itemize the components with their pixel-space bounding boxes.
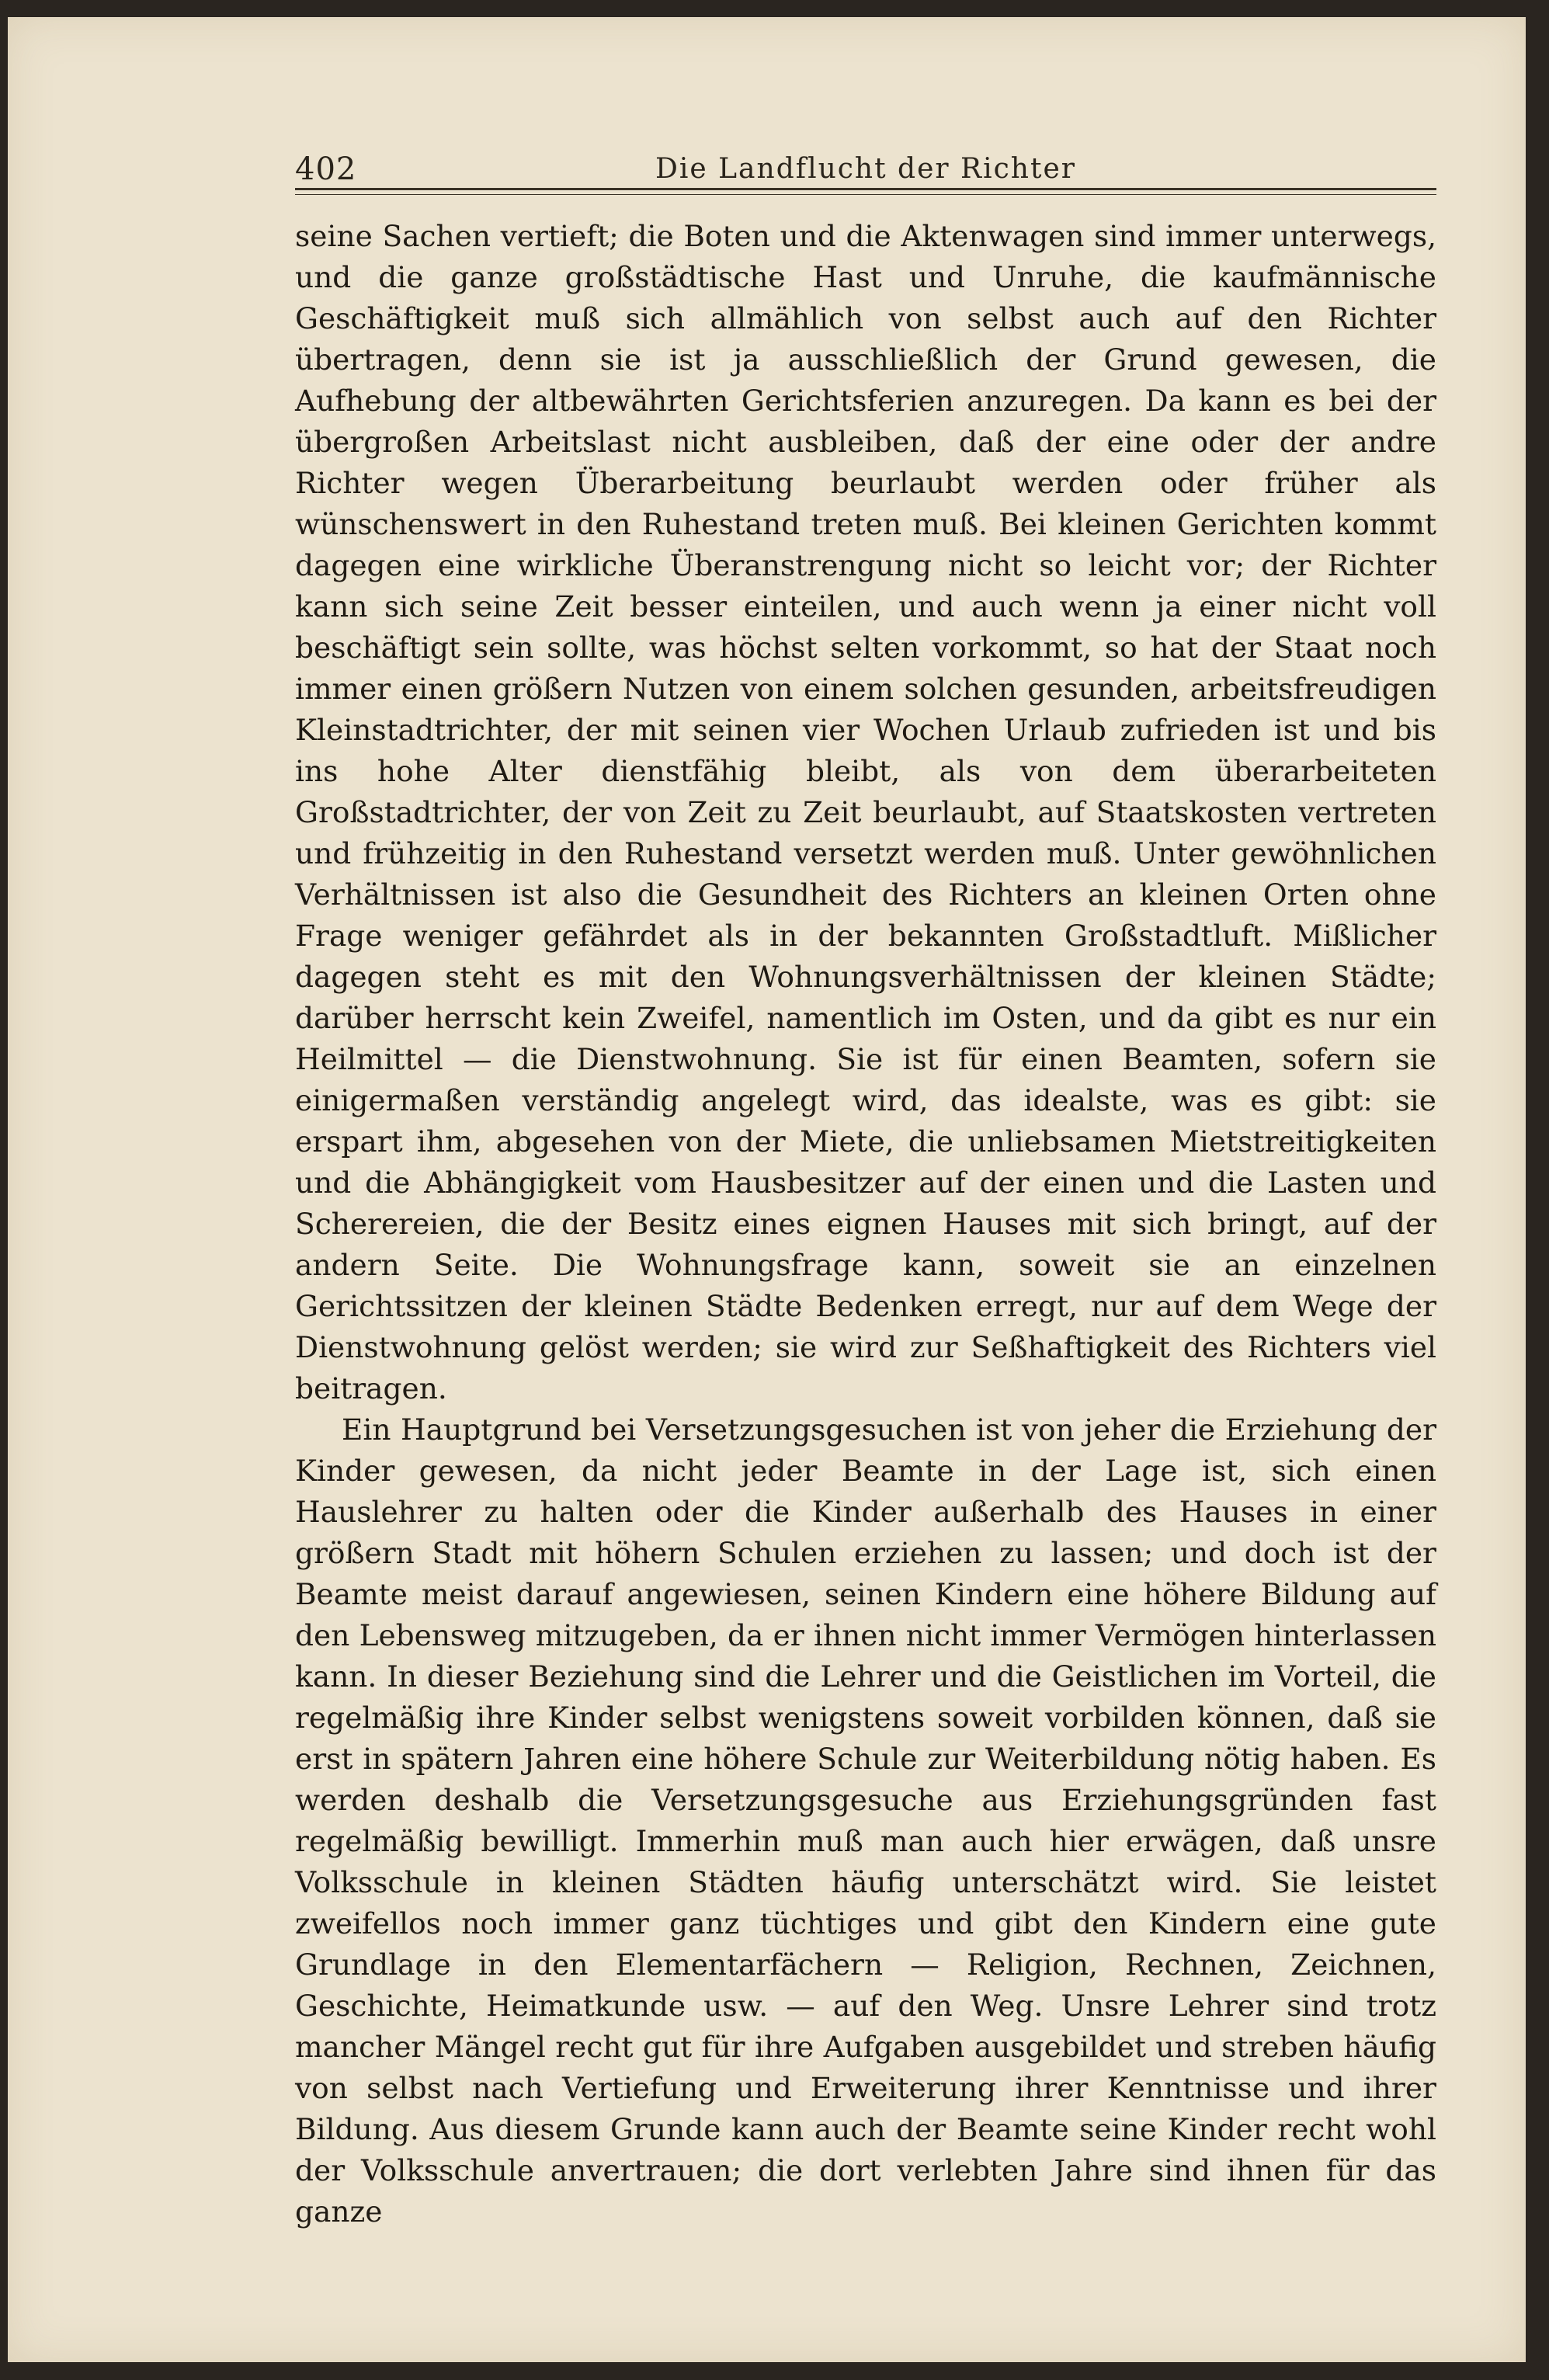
- page-number: 402: [295, 151, 357, 187]
- header-rule-thin: [295, 194, 1436, 195]
- body-text: [295, 216, 1436, 2232]
- header-rule-thick: [295, 188, 1436, 190]
- page-header: [295, 151, 1436, 190]
- running-title: Die Landflucht der Richter: [655, 153, 1076, 185]
- paragraph-continued: seine Sachen vertieft; die Boten und die Aktenwagen sind immer unterwegs, und die ganze großstädtische Hast und Unruhe, die kaufmännische Geschäftigkeit muß sich allmählich von selbst auch auf den Richter übertragen, denn sie ist ja ausschließlich der Grund gewesen, die Aufhebung der altbewährten Gerichtsferien anzuregen. Da kann es bei der übergroßen Arbeitslast nicht ausbleiben, daß der eine oder der andre Richter wegen Überarbeitung beurlaubt werden oder früher als wünschenswert in den Ruhestand treten muß. Bei kleinen Gerichten kommt dagegen eine wirkliche Überanstrengung nicht so leicht vor; der Richter kann sich seine Zeit besser einteilen, und auch wenn ja einer nicht voll beschäftigt sein sollte, was höchst selten vorkommt, so hat der Staat noch immer einen größern Nutzen von einem solchen gesunden, arbeitsfreudigen Kleinstadtrichter, der mit seinen vier Wochen Urlaub zufrieden ist und bis ins hohe Alter dienstfähig bleibt, als von dem überarbeiteten Großstadtrichter, der von Zeit zu Zeit beurlaubt, auf Staatskosten vertreten und frühzeitig in den Ruhestand versetzt werden muß. Unter gewöhnlichen Verhältnissen ist also die Gesundheit des Richters an kleinen Orten ohne Frage weniger gefährdet als in der bekannten Großstadtluft. Mißlicher dagegen steht es mit den Wohnungsverhältnissen der kleinen Städte; darüber herrscht kein Zweifel, namentlich im Osten, und da gibt es nur ein Heilmittel — die Dienstwohnung. Sie ist für einen Beamten, sofern sie einigermaßen verständig angelegt wird, das idealste, was es gibt: sie erspart ihm, abgesehen von der Miete, die unliebsamen Mietstreitigkeiten und die Abhängigkeit vom Hausbesitzer auf der einen und die Lasten und Scherereien, die der Besitz eines eignen Hauses mit sich bringt, auf der andern Seite. Die Wohnungsfrage kann, soweit sie an einzelnen Gerichtssitzen der kleinen Städte Bedenken erregt, nur auf dem Wege der Dienstwohnung gelöst werden; sie wird zur Seßhaftigkeit des Richters viel beitragen.: [295, 219, 1436, 1405]
- paragraph: Ein Hauptgrund bei Versetzungsgesuchen ist von jeher die Erziehung der Kinder gewesen, da nicht jeder Beamte in der Lage ist, sich einen Hauslehrer zu halten oder die Kinder außerhalb des Hauses in einer größern Stadt mit höhern Schulen erziehen zu lassen; und doch ist der Beamte meist darauf angewiesen, seinen Kindern eine höhere Bildung auf den Lebensweg mitzugeben, da er ihnen nicht immer Vermögen hinterlassen kann. In dieser Beziehung sind die Lehrer und die Geistlichen im Vorteil, die regelmäßig ihre Kinder selbst wenigstens soweit vorbilden können, daß sie erst in spätern Jahren eine höhere Schule zur Weiterbildung nötig haben. Es werden deshalb die Versetzungsgesuche aus Erziehungsgründen fast regelmäßig bewilligt. Immerhin muß man auch hier erwägen, daß unsre Volksschule in kleinen Städten häufig unterschätzt wird. Sie leistet zweifellos noch immer ganz tüchtiges und gibt den Kindern eine gute Grundlage in den Elementarfächern — Religion, Rechnen, Zeichnen, Geschichte, Heimatkunde usw. — auf den Weg. Unsre Lehrer sind trotz mancher Mängel recht gut für ihre Aufgaben ausgebildet und streben häufig von selbst nach Vertiefung und Erweiterung ihrer Kenntnisse und ihrer Bildung. Aus diesem Grunde kann auch der Beamte seine Kinder recht wohl der Volksschule anvertrauen; die dort verlebten Jahre sind ihnen für das ganze: [295, 1412, 1436, 2229]
